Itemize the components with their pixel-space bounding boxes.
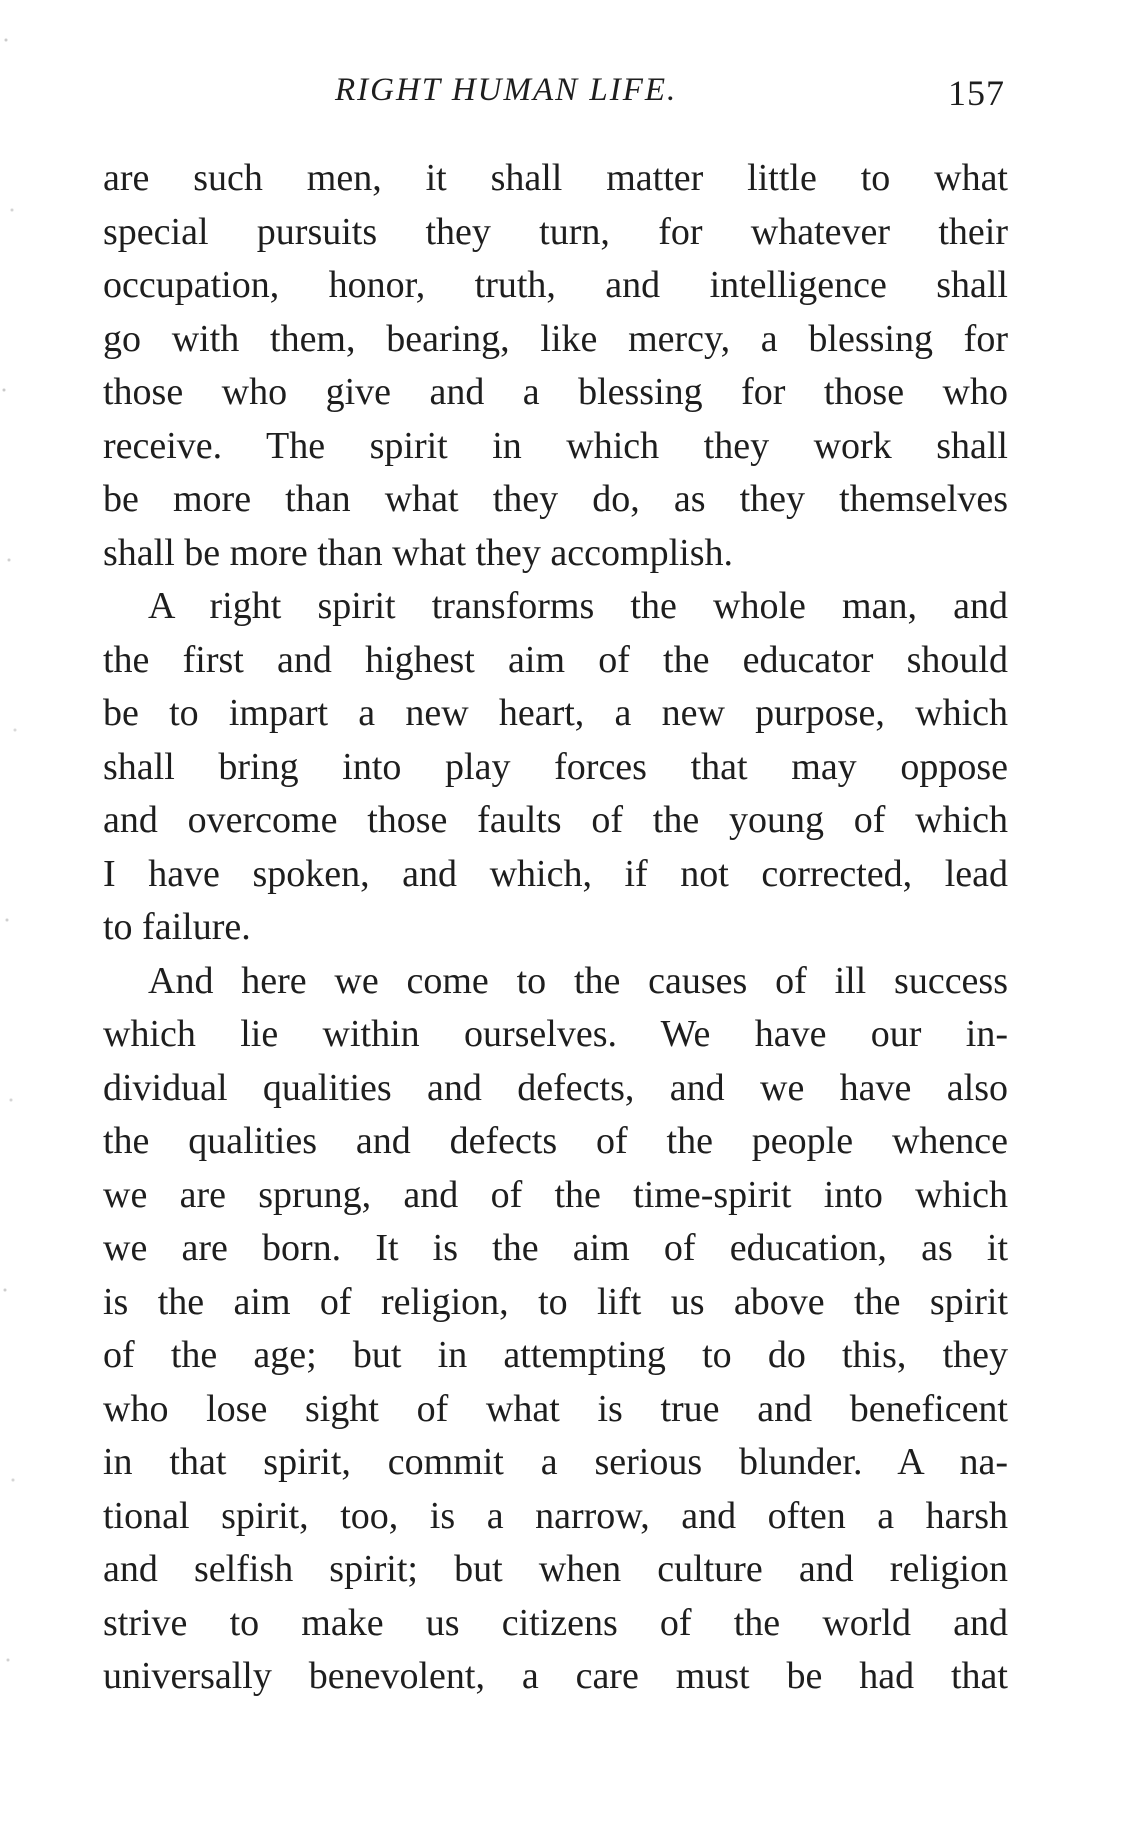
paragraph-1 [103, 152, 1008, 580]
text-line: A right spirit transforms the whole man, and [148, 585, 1008, 627]
paragraph-3 [103, 955, 1008, 1704]
text-line: and overcome those faults of the young of which [103, 799, 1008, 841]
text-line: and selfish spirit; but when culture and religion [103, 1548, 1008, 1590]
text-line: are such men, it shall matter little to what [103, 157, 1008, 199]
running-title: RIGHT HUMAN LIFE. [335, 72, 678, 108]
text-line: shall be more than what they accomplish. [103, 531, 733, 574]
text-line: which lie within ourselves. We have our in- [103, 1013, 1008, 1055]
text-line: is the aim of religion, to lift us above the spirit [103, 1280, 1008, 1323]
page-gutter-edge [0, 0, 34, 1825]
text-line: And here we come to the causes of ill success [148, 959, 1008, 1002]
paragraph-2 [103, 580, 1008, 955]
text-line: in that spirit, commit a serious blunder. A na- [103, 1441, 1008, 1483]
text-line: who lose sight of what is true and beneficent [103, 1387, 1008, 1430]
text-line: shall bring into play forces that may oppose [103, 745, 1008, 788]
page-number: 157 [948, 73, 1005, 113]
text-line: special pursuits they turn, for whatever their [103, 210, 1008, 253]
body-text [103, 152, 1008, 1704]
text-line: the qualities and defects of the people whence [103, 1120, 1008, 1162]
text-line: to failure. [103, 906, 251, 948]
text-line: we are sprung, and of the time-spirit into which [103, 1173, 1008, 1216]
text-line: the first and highest aim of the educator should [103, 638, 1008, 681]
text-line: occupation, honor, truth, and intelligence shall [103, 264, 1008, 306]
text-line: go with them, bearing, like mercy, a blessing for [103, 317, 1008, 360]
text-line: tional spirit, too, is a narrow, and often a harsh [103, 1494, 1008, 1537]
text-line: be more than what they do, as they themselves [103, 478, 1008, 520]
running-head [0, 72, 1121, 122]
text-line: of the age; but in attempting to do this, they [103, 1334, 1008, 1376]
text-line: receive. The spirit in which they work shall [103, 424, 1008, 467]
text-line: those who give and a blessing for those who [103, 371, 1008, 413]
text-line: I have spoken, and which, if not corrected, lead [103, 852, 1008, 895]
text-line: be to impart a new heart, a new purpose, which [103, 692, 1008, 734]
text-line: dividual qualities and defects, and we have also [103, 1066, 1008, 1109]
text-line: we are born. It is the aim of education, as it [103, 1227, 1008, 1269]
text-line: universally benevolent, a care must be had that [103, 1655, 1008, 1697]
text-line: strive to make us citizens of the world and [103, 1601, 1008, 1644]
